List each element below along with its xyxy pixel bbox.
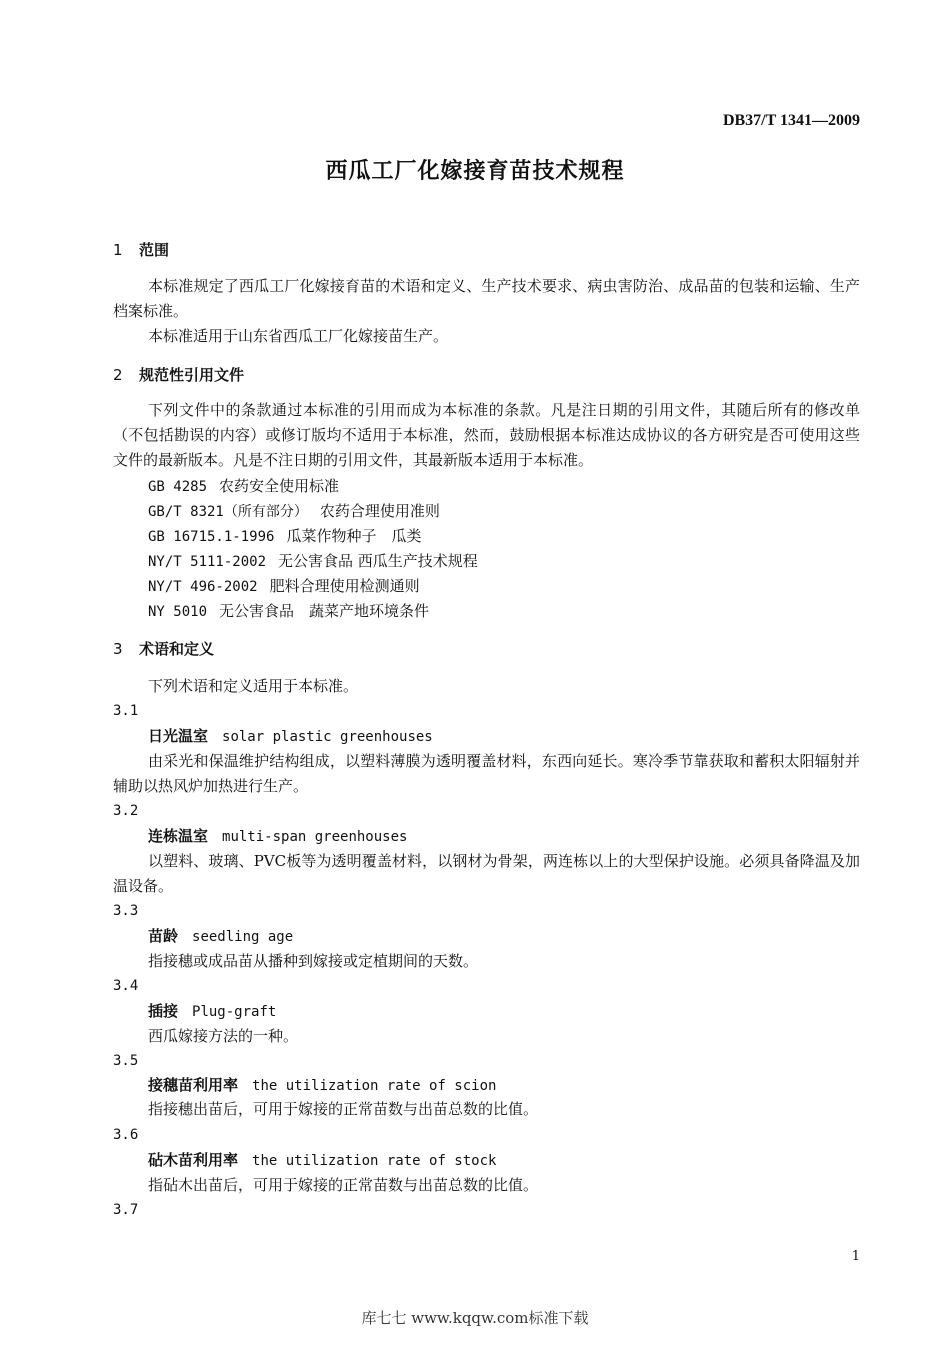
term-en: multi-span greenhouses [222,829,408,845]
term-heading [148,1073,860,1099]
term-heading [148,724,860,750]
reference-item [148,574,860,600]
term-en: seedling age [192,929,294,945]
term-definition: 指接穗或成品苗从播种到嫁接或定植期间的天数。 [148,952,479,970]
ref-name: 肥料合理使用检测通则 [269,577,420,595]
term-en: the utilization rate of scion [252,1078,497,1094]
ref-name: 农药合理使用准则 [319,502,440,520]
ref-name: 无公害食品 西瓜生产技术规程 [278,552,478,570]
section-number: 1 [113,241,123,259]
reference-item [148,524,860,550]
ref-code: GB 4285 [148,479,208,495]
term-number: 3.1 [113,703,139,719]
paragraph: 下列文件中的条款通过本标准的引用而成为本标准的条款。凡是注日期的引用文件，其随后所有的修改单（不包括勘误的内容）或修订版均不适用于本标准，然而，鼓励根据本标准达成协议的各方研究是否可使用这些文件的最新版本。凡是不注日期的引用文件，其最新版本适用于本标准。 [113,401,860,469]
section-number: 3 [113,640,123,658]
term-number: 3.3 [113,903,139,919]
term-zh: 插接 [148,1002,179,1020]
term-heading [148,999,860,1025]
section-number: 2 [113,366,123,384]
reference-item [148,474,860,500]
reference-item [148,499,860,525]
ref-name: 无公害食品 蔬菜产地环境条件 [219,602,430,620]
term-number: 3.2 [113,803,139,819]
term-en: Plug-graft [192,1004,277,1020]
term-number: 3.6 [113,1127,139,1143]
standard-number: DB37/T 1341—2009 [722,112,860,129]
term-heading [148,924,860,950]
section-title: 术语和定义 [139,640,215,658]
term-zh: 苗龄 [148,927,179,945]
term-en: the utilization rate of stock [252,1153,497,1169]
document-title: 西瓜工厂化嫁接育苗技术规程 [325,159,625,184]
section-title: 范围 [139,241,170,259]
term-en: solar plastic greenhouses [222,729,433,745]
section-title: 规范性引用文件 [139,366,245,384]
term-zh: 砧木苗利用率 [148,1151,239,1169]
ref-code: GB 16715.1-1996 [148,529,275,545]
ref-code: GB/T 8321（所有部分） [148,504,308,520]
term-definition: 以塑料、玻璃、PVC板等为透明覆盖材料，以钢材为骨架，两连栋以上的大型保护设施。必须具备降温及加温设备。 [113,852,860,895]
section-2-heading [113,363,860,388]
term-definition: 西瓜嫁接方法的一种。 [148,1027,299,1045]
footer-watermark: 库七七 www.kqqw.com标准下载 [361,1309,589,1327]
term-definition: 指砧木出苗后，可用于嫁接的正常苗数与出苗总数的比值。 [148,1176,539,1194]
term-zh: 日光温室 [148,727,209,745]
paragraph: 本标准适用于山东省西瓜工厂化嫁接苗生产。 [148,327,449,345]
reference-item [148,549,860,575]
term-number: 3.4 [113,978,139,994]
page-number: 1 [851,1249,860,1264]
ref-code: NY/T 5111-2002 [148,554,267,570]
ref-name: 农药安全使用标准 [219,477,340,495]
paragraph: 下列术语和定义适用于本标准。 [148,677,359,695]
paragraph: 本标准规定了西瓜工厂化嫁接育苗的术语和定义、生产技术要求、病虫害防治、成品苗的包装和运输、生产档案标准。 [113,277,860,320]
section-1-heading [113,238,860,263]
term-zh: 连栋温室 [148,827,209,845]
ref-name: 瓜菜作物种子 瓜类 [286,527,422,545]
term-definition: 由采光和保温维护结构组成，以塑料薄膜为透明覆盖材料，东西向延长。寒冷季节靠获取和蓄积太阳辐射并辅助以热风炉加热进行生产。 [113,752,860,795]
term-number: 3.5 [113,1053,139,1069]
term-heading [148,824,860,850]
term-heading [148,1148,860,1174]
section-3-heading [113,637,860,662]
ref-code: NY/T 496-2002 [148,579,258,595]
ref-code: NY 5010 [148,604,208,620]
term-zh: 接穗苗利用率 [148,1076,239,1094]
term-definition: 指接穗出苗后，可用于嫁接的正常苗数与出苗总数的比值。 [148,1100,539,1118]
term-number: 3.7 [113,1202,139,1218]
reference-item [148,599,860,625]
